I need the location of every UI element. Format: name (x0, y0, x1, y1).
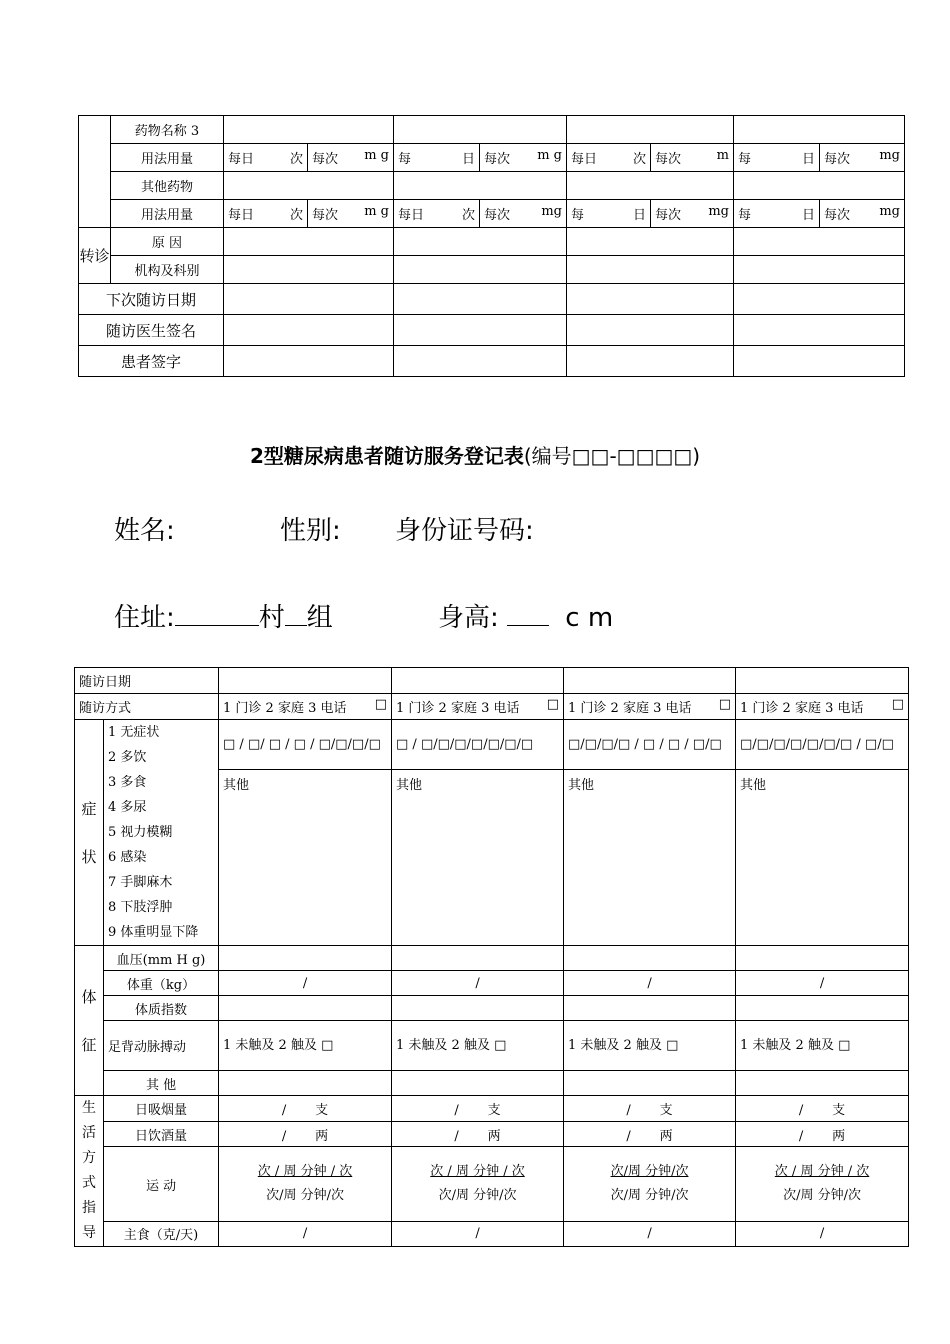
institution-cell-4[interactable] (734, 256, 905, 284)
sign-others-cell-3[interactable] (564, 1071, 736, 1096)
drink-cell-3[interactable]: / 两 (564, 1122, 736, 1147)
next-visit-cell-2[interactable] (394, 284, 567, 315)
sign-others-label: 其 他 (104, 1071, 219, 1096)
referral-group-label: 转诊 (79, 228, 111, 284)
pulse-cell-1[interactable]: 1 未触及 2 触及 □ (219, 1021, 392, 1071)
symptom-other-1[interactable]: 其他 (219, 770, 392, 946)
group-label: 组 (306, 603, 333, 633)
exercise-label: 运 动 (104, 1147, 219, 1221)
reason-cell-4[interactable] (734, 228, 905, 256)
visit-method-cell-1[interactable]: 1 门诊 2 家庭 3 电话 □ (219, 694, 392, 720)
weight-cell-3[interactable]: / (564, 971, 736, 996)
symptom-list (104, 720, 219, 946)
form-title (0, 440, 950, 469)
usage1-daily-2[interactable]: 每 日 (394, 144, 480, 172)
next-visit-cell-1[interactable] (224, 284, 394, 315)
symptom-1: 1 无症状 (108, 725, 160, 740)
address-blank[interactable] (175, 603, 259, 626)
height-unit: c m (565, 603, 614, 633)
visit-date-cell-4[interactable] (736, 668, 909, 694)
visit-method-cell-3[interactable]: 1 门诊 2 家庭 3 电话 □ (564, 694, 736, 720)
visit-method-label: 随访方式 (75, 694, 219, 720)
visit-date-cell-2[interactable] (392, 668, 564, 694)
address-label: 住址: (114, 603, 175, 633)
symptom-3: 3 多食 (108, 775, 147, 790)
drug3-cell-1[interactable] (224, 116, 394, 144)
bp-cell-2[interactable] (392, 946, 564, 971)
weight-cell-1[interactable]: / (219, 971, 392, 996)
weight-cell-4[interactable]: / (736, 971, 909, 996)
medication-group-cell (79, 116, 111, 228)
reason-cell-1[interactable] (224, 228, 394, 256)
usage1-daily-3[interactable]: 每日 次 (567, 144, 651, 172)
form-code: (编号□□-□□□□) (523, 444, 701, 468)
bmi-cell-2[interactable] (392, 996, 564, 1021)
bmi-cell-3[interactable] (564, 996, 736, 1021)
usage2-dose-1[interactable]: 每次 m g (308, 200, 394, 228)
symptom-other-4[interactable]: 其他 (736, 770, 909, 946)
symptom-9: 9 体重明显下降 (108, 925, 199, 940)
staple-cell-2[interactable]: / (392, 1221, 564, 1246)
symptom-2: 2 多饮 (108, 750, 147, 765)
patient-sign-cell-2[interactable] (394, 346, 567, 377)
patient-sign-cell-4[interactable] (734, 346, 905, 377)
symptom-group-label: 症状 (75, 720, 104, 946)
reason-cell-2[interactable] (394, 228, 567, 256)
smoke-cell-4[interactable]: / 支 (736, 1096, 909, 1122)
weight-label: 体重（kg） (104, 971, 219, 996)
symptom-5: 5 视力模糊 (108, 825, 173, 840)
usage2-daily-2[interactable]: 每日 次 (394, 200, 480, 228)
usage2-daily-3[interactable]: 每 日 (567, 200, 651, 228)
bp-cell-4[interactable] (736, 946, 909, 971)
id-number-label: 身份证号码: (395, 516, 534, 546)
staple-cell-3[interactable]: / (564, 1221, 736, 1246)
doctor-sign-cell-2[interactable] (394, 315, 567, 346)
smoke-label: 日吸烟量 (104, 1096, 219, 1122)
bp-label: 血压(mm H g) (104, 946, 219, 971)
staple-cell-4[interactable]: / (736, 1221, 909, 1246)
gender-label: 性别: (280, 516, 341, 546)
exercise-cell-1[interactable]: 次 / 周 分钟 / 次 次/周 分钟/次 (219, 1147, 392, 1221)
drink-cell-1[interactable]: / 两 (219, 1122, 392, 1147)
referral-reason-label: 原 因 (111, 228, 224, 256)
symptom-boxes-4[interactable]: □/□/□/□/□/□/□ / □/□ (736, 720, 909, 770)
institution-cell-1[interactable] (224, 256, 394, 284)
visit-date-cell-3[interactable] (564, 668, 736, 694)
sign-group-label: 体征 (75, 946, 104, 1096)
symptom-boxes-1[interactable]: □ / □/ □ / □ / □/□/□/□ (219, 720, 392, 770)
checkbox-icon[interactable]: □ (546, 697, 560, 712)
address-line (114, 597, 333, 634)
visit-method-cell-2[interactable]: 1 门诊 2 家庭 3 电话 □ (392, 694, 564, 720)
doctor-sign-cell-4[interactable] (734, 315, 905, 346)
drink-label: 日饮酒量 (104, 1122, 219, 1147)
usage2-dose-3[interactable]: 每次 mg (651, 200, 734, 228)
patient-sign-cell-1[interactable] (224, 346, 394, 377)
drug3-cell-3[interactable] (567, 116, 734, 144)
sign-others-cell-1[interactable] (219, 1071, 392, 1096)
sign-others-cell-4[interactable] (736, 1071, 909, 1096)
usage2-daily-1[interactable]: 每日 次 (224, 200, 308, 228)
sign-others-cell-2[interactable] (392, 1071, 564, 1096)
usage-label: 用法用量 (111, 144, 224, 172)
doctor-sign-cell-1[interactable] (224, 315, 394, 346)
reason-cell-3[interactable] (567, 228, 734, 256)
next-visit-cell-3[interactable] (567, 284, 734, 315)
other-drug-cell-4[interactable] (734, 172, 905, 200)
usage2-dose-4[interactable]: 每次 mg (820, 200, 905, 228)
checkbox-icon[interactable]: □ (891, 697, 905, 712)
bmi-cell-1[interactable] (219, 996, 392, 1021)
smoke-cell-1[interactable]: / 支 (219, 1096, 392, 1122)
other-drug-cell-2[interactable] (394, 172, 567, 200)
doctor-sign-label: 随访医生签名 (79, 315, 224, 346)
doctor-sign-cell-3[interactable] (567, 315, 734, 346)
bp-cell-3[interactable] (564, 946, 736, 971)
usage-label-2: 用法用量 (111, 200, 224, 228)
exercise-cell-2[interactable]: 次 / 周 分钟 / 次 次/周 分钟/次 (392, 1147, 564, 1221)
bmi-cell-4[interactable] (736, 996, 909, 1021)
visit-date-cell-1[interactable] (219, 668, 392, 694)
staple-cell-1[interactable]: / (219, 1221, 392, 1246)
pulse-cell-3[interactable]: 1 未触及 2 触及 □ (564, 1021, 736, 1071)
drink-cell-2[interactable]: / 两 (392, 1122, 564, 1147)
symptom-4: 4 多尿 (108, 800, 147, 815)
referral-institution-label: 机构及科别 (111, 256, 224, 284)
next-visit-cell-4[interactable] (734, 284, 905, 315)
checkbox-icon[interactable]: □ (374, 697, 388, 712)
symptom-8: 8 下肢浮肿 (108, 900, 173, 915)
medication-referral-table (78, 115, 905, 377)
group-blank[interactable] (285, 603, 307, 626)
height-line (438, 597, 613, 634)
usage1-dose-2[interactable]: 每次 m g (480, 144, 567, 172)
drink-cell-4[interactable]: / 两 (736, 1122, 909, 1147)
visit-date-label: 随访日期 (75, 668, 219, 694)
drug3-cell-2[interactable] (394, 116, 567, 144)
symptom-boxes-3[interactable]: □/□/□/□ / □ / □ / □/□ (564, 720, 736, 770)
usage1-dose-3[interactable]: 每次 m (651, 144, 734, 172)
usage2-dose-2[interactable]: 每次 mg (480, 200, 567, 228)
drug3-label: 药物名称 3 (111, 116, 224, 144)
smoke-cell-3[interactable]: / 支 (564, 1096, 736, 1122)
patient-sign-cell-3[interactable] (567, 346, 734, 377)
usage1-dose-4[interactable]: 每次 mg (820, 144, 905, 172)
bmi-label: 体质指数 (104, 996, 219, 1021)
usage1-dose-1[interactable]: 每次 m g (308, 144, 394, 172)
institution-cell-2[interactable] (394, 256, 567, 284)
smoke-cell-2[interactable]: / 支 (392, 1096, 564, 1122)
pulse-cell-4[interactable]: 1 未触及 2 触及 □ (736, 1021, 909, 1071)
symptom-other-3[interactable]: 其他 (564, 770, 736, 946)
symptom-6: 6 感染 (108, 850, 147, 865)
other-drug-label: 其他药物 (111, 172, 224, 200)
height-blank[interactable] (507, 603, 549, 626)
pulse-cell-2[interactable]: 1 未触及 2 触及 □ (392, 1021, 564, 1071)
bp-cell-1[interactable] (219, 946, 392, 971)
patient-sign-label: 患者签字 (79, 346, 224, 377)
follow-up-table (74, 667, 909, 1247)
height-label: 身高: (438, 603, 499, 633)
other-drug-cell-1[interactable] (224, 172, 394, 200)
village-label: 村 (258, 603, 285, 633)
staple-label: 主食（克/天) (104, 1221, 219, 1246)
name-label: 姓名: (114, 516, 175, 546)
exercise-cell-3[interactable]: 次/周 分钟/次 次/周 分钟/次 (564, 1147, 736, 1221)
symptom-other-2[interactable]: 其他 (392, 770, 564, 946)
form-title-main: 2型糖尿病患者随访服务登记表 (249, 444, 524, 468)
pulse-label: 足背动脉搏动 (104, 1021, 219, 1071)
institution-cell-3[interactable] (567, 256, 734, 284)
lifestyle-group-label: 生活方式指导 (75, 1096, 104, 1247)
weight-cell-2[interactable]: / (392, 971, 564, 996)
symptom-boxes-2[interactable]: □ / □/□/□/□/□/□/□ (392, 720, 564, 770)
usage1-daily-1[interactable]: 每日 次 (224, 144, 308, 172)
next-visit-label: 下次随访日期 (79, 284, 224, 315)
symptom-7: 7 手脚麻木 (108, 875, 173, 890)
visit-method-cell-4[interactable]: 1 门诊 2 家庭 3 电话 □ (736, 694, 909, 720)
exercise-cell-4[interactable]: 次 / 周 分钟 / 次 次/周 分钟/次 (736, 1147, 909, 1221)
usage1-daily-4[interactable]: 每 日 (734, 144, 820, 172)
checkbox-icon[interactable]: □ (718, 697, 732, 712)
usage2-daily-4[interactable]: 每 日 (734, 200, 820, 228)
drug3-cell-4[interactable] (734, 116, 905, 144)
other-drug-cell-3[interactable] (567, 172, 734, 200)
